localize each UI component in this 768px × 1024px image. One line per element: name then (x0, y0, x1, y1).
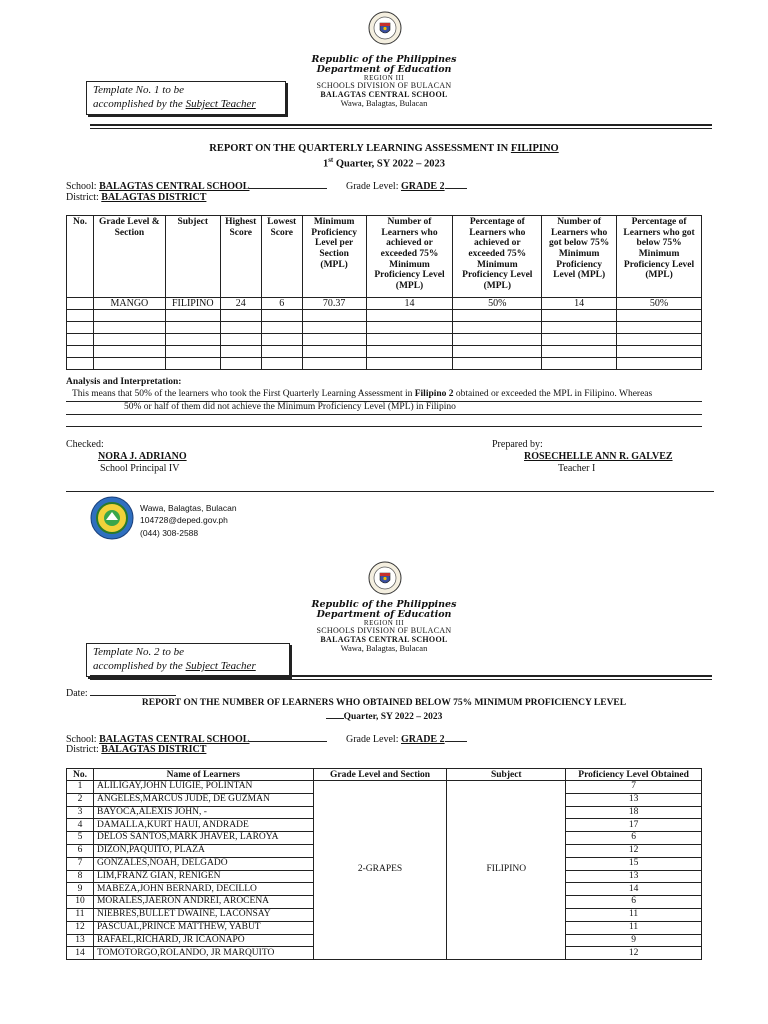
learner-name: LIM,FRANZ GIAN, RENIGEN (93, 870, 313, 883)
cell-achieved-count: 14 (366, 298, 453, 310)
header-divider (90, 124, 712, 126)
col-header: Percentage of Learners who achieved or exceeded 75% Minimum Proficiency Level (MPL) (453, 216, 542, 298)
learner-no: 5 (67, 832, 94, 845)
learner-no: 6 (67, 844, 94, 857)
learner-name: PASCUAL,PRINCE MATTHEW, YABUT (93, 921, 313, 934)
template-2-line1: Template No. 2 to be (93, 646, 184, 658)
learner-name: DELOS SANTOS,MARK JHAVER, LAROYA (93, 832, 313, 845)
learner-no: 4 (67, 819, 94, 832)
learner-name: ALILIGAY,JOHN LUIGIE, POLINTAN (93, 781, 313, 794)
learner-no: 1 (67, 781, 94, 794)
learner-proficiency: 9 (566, 934, 702, 947)
col-header: Grade Level and Section (313, 769, 447, 781)
cell-below-pct: 50% (617, 298, 702, 310)
learner-proficiency: 18 (566, 806, 702, 819)
learner-proficiency: 11 (566, 908, 702, 921)
table-row (67, 310, 702, 322)
learners-header-row (67, 769, 702, 781)
learner-no: 14 (67, 947, 94, 960)
republic-text: Republic of the Philippines (311, 54, 457, 65)
checked-label: Checked: (66, 439, 104, 450)
learner-proficiency: 13 (566, 793, 702, 806)
learners-table (66, 768, 702, 960)
learner-name: GONZALES,NOAH, DELGADO (93, 857, 313, 870)
report-2-school: School: BALAGTAS CENTRAL SCHOOL (66, 733, 327, 745)
learner-proficiency: 7 (566, 781, 702, 794)
col-header: Number of Learners who got below 75% Minimum Proficiency Level (MPL) (542, 216, 617, 298)
col-header: Number of Learners who achieved or exceeded 75% Minimum Proficiency Level (MPL) (366, 216, 453, 298)
learner-proficiency: 14 (566, 883, 702, 896)
learner-no: 2 (67, 793, 94, 806)
col-header: Percentage of Learners who got below 75% Minimum Proficiency Level (MPL) (617, 216, 702, 298)
analysis-line-1: This means that 50% of the learners who took the First Quarterly Learning Assessment in Filipino 2 obtained or exceeded the MPL in Filipino. Whereas (66, 389, 702, 402)
learner-proficiency: 6 (566, 832, 702, 845)
header-block (284, 55, 484, 108)
cell-highest: 24 (220, 298, 261, 310)
learner-name: BAYOCA,ALEXIS JOHN, - (93, 806, 313, 819)
cell-no (67, 298, 94, 310)
cell-section: MANGO (93, 298, 165, 310)
cell-achieved-pct: 50% (453, 298, 542, 310)
division-text: SCHOOLS DIVISION OF BULACAN (316, 81, 452, 91)
col-header: No. (67, 769, 94, 781)
learner-name: TOMOTORGO,ROLANDO, JR MARQUITO (93, 947, 313, 960)
cell-below-count: 14 (542, 298, 617, 310)
report-1-grade: Grade Level: GRADE 2 (346, 180, 467, 192)
col-header: Name of Learners (93, 769, 313, 781)
report-2-grade: Grade Level: GRADE 2 (346, 733, 467, 745)
learner-proficiency: 15 (566, 857, 702, 870)
region-text: REGION III (363, 73, 405, 82)
prepared-name: ROSECHELLE ANN R. GALVEZ (524, 451, 673, 462)
address-text: Wawa, Balagtas, Bulacan (340, 98, 428, 109)
learner-name: NIEBRES,BULLET DWAINE, LACONSAY (93, 908, 313, 921)
cell-mpl: 70.37 (302, 298, 366, 310)
analysis-heading: Analysis and Interpretation: (66, 377, 182, 387)
template-1-box (86, 81, 286, 115)
table-row (67, 298, 702, 310)
report-2-title: REPORT ON THE NUMBER OF LEARNERS WHO OBTAINED BELOW 75% MINIMUM PROFICIENCY LEVEL (141, 698, 627, 708)
report-1-quarter: 1st Quarter, SY 2022 – 2023 (322, 156, 446, 170)
header-divider-thin (90, 128, 712, 129)
deped-seal-icon (368, 561, 402, 595)
cell-lowest: 6 (261, 298, 302, 310)
col-header: Subject (447, 769, 566, 781)
table-row (67, 334, 702, 346)
learner-name: DAMALLA,KURT HAUI, ANDRADE (93, 819, 313, 832)
learner-no: 8 (67, 870, 94, 883)
address-text: Wawa, Balagtas, Bulacan (340, 643, 428, 654)
learner-name: DIZON,PAQUITO, PLAZA (93, 844, 313, 857)
learner-no: 12 (67, 921, 94, 934)
learner-proficiency: 6 (566, 896, 702, 909)
school-logo-icon (90, 496, 134, 540)
col-header: Lowest Score (261, 216, 302, 298)
report-1-header-row (67, 216, 702, 298)
analysis-line-2: 50% or half of them did not achieve the Minimum Proficiency Level (MPL) in Filipino (66, 402, 702, 415)
template-2-line2: accomplished by the Subject Teacher (93, 659, 256, 672)
prepared-title: Teacher I (558, 463, 596, 474)
learner-proficiency: 11 (566, 921, 702, 934)
checked-name: NORA J. ADRIANO (98, 451, 187, 462)
prepared-block (492, 439, 692, 475)
report-1-table (66, 215, 702, 370)
footer-address: Wawa, Balagtas, Bulacan (140, 503, 237, 513)
report-1-title: REPORT ON THE QUARTERLY LEARNING ASSESSMENT IN FILIPINO (209, 143, 559, 154)
header-block-2 (284, 600, 484, 653)
checked-block (66, 439, 187, 475)
learner-name: MABEZA,JOHN BERNARD, DECILLO (93, 883, 313, 896)
header-divider-2-thin (90, 679, 712, 680)
region-text: REGION III (363, 618, 405, 627)
col-header: Minimum Proficiency Level per Section (MPL) (302, 216, 366, 298)
table-row (67, 781, 702, 794)
school-text: BALAGTAS CENTRAL SCHOOL (320, 634, 448, 644)
learner-no: 13 (67, 934, 94, 947)
footer-contact (140, 502, 237, 539)
table-row (67, 322, 702, 334)
footer-phone: (044) 308-2588 (140, 527, 199, 538)
learner-no: 9 (67, 883, 94, 896)
learner-name: MORALES,JAERON ANDREI, AROCENA (93, 896, 313, 909)
prepared-label: Prepared by: (492, 439, 543, 450)
date-field: Date: (66, 687, 176, 699)
learner-no: 11 (67, 908, 94, 921)
learner-no: 3 (67, 806, 94, 819)
learner-no: 7 (67, 857, 94, 870)
footer-email: 104728@deped.gov.ph (140, 515, 228, 526)
learner-name: ANGELES,MARCUS JUDE, DE GUZMAN (93, 793, 313, 806)
analysis-blank-line (66, 415, 702, 427)
learner-proficiency: 12 (566, 844, 702, 857)
learner-name: RAFAEL,RICHARD, JR ICAONAPO (93, 934, 313, 947)
report-2-quarter: Quarter, SY 2022 – 2023 (0, 710, 768, 723)
report-2-district: District: BALAGTAS DISTRICT (66, 744, 207, 755)
header-divider-2 (90, 675, 712, 677)
learner-proficiency: 12 (566, 947, 702, 960)
learner-section: 2-GRAPES (313, 781, 447, 960)
col-header: Proficiency Level Obtained (566, 769, 702, 781)
learner-no: 10 (67, 896, 94, 909)
cell-subject: FILIPINO (165, 298, 220, 310)
department-text: Department of Education (316, 63, 452, 75)
department-text: Department of Education (316, 608, 452, 620)
learner-proficiency: 13 (566, 870, 702, 883)
col-header: Grade Level & Section (93, 216, 165, 298)
col-header: Subject (165, 216, 220, 298)
deped-seal-icon (368, 11, 402, 45)
republic-text: Republic of the Philippines (311, 599, 457, 610)
template-1-line2: accomplished by the Subject Teacher (93, 97, 256, 110)
col-header: Highest Score (220, 216, 261, 298)
footer-divider (66, 491, 714, 492)
report-1-school: School: BALAGTAS CENTRAL SCHOOL (66, 180, 327, 192)
division-text: SCHOOLS DIVISION OF BULACAN (316, 626, 452, 636)
learner-proficiency: 17 (566, 819, 702, 832)
report-1-district: District: BALAGTAS DISTRICT (66, 192, 207, 203)
template-2-box (86, 643, 290, 677)
col-header: No. (67, 216, 94, 298)
analysis-block (66, 377, 702, 427)
learner-subject: FILIPINO (447, 781, 566, 960)
table-row (67, 346, 702, 358)
school-text: BALAGTAS CENTRAL SCHOOL (320, 89, 448, 99)
checked-title: School Principal IV (100, 463, 180, 474)
table-row (67, 358, 702, 370)
template-1-line1: Template No. 1 to be (93, 84, 184, 96)
